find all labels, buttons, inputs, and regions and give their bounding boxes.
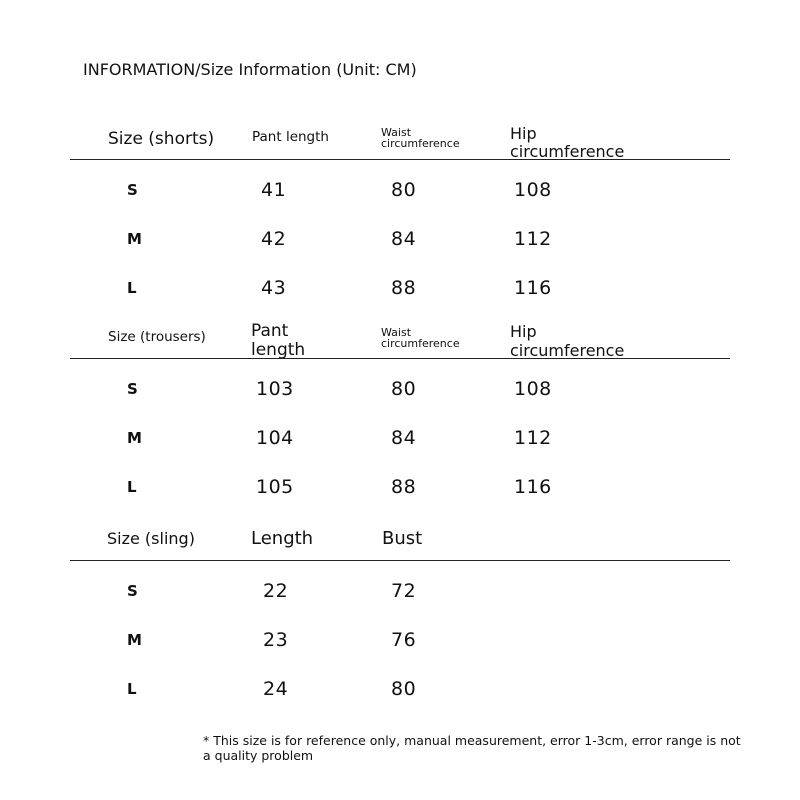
- sling-header-rule: [70, 560, 730, 561]
- header-size-shorts: Size (shorts): [108, 129, 215, 149]
- hip-value: 108: [514, 378, 552, 400]
- bust-value: 72: [391, 580, 417, 602]
- header-length: Length: [251, 528, 314, 549]
- trousers-header-rule: [70, 358, 730, 359]
- pant-length-value: 41: [261, 179, 287, 201]
- size-label: S: [127, 380, 138, 398]
- hip-value: 116: [514, 476, 552, 498]
- hip-value: 116: [514, 277, 552, 299]
- header-pant-length: Pant length: [252, 129, 329, 145]
- measurement-note: * This size is for reference only, manual measurement, error 1-3cm, error range is not a quality problem: [203, 733, 741, 763]
- size-label: L: [127, 279, 137, 297]
- header-hip-circumference: circumference: [510, 142, 625, 161]
- length-value: 23: [263, 629, 289, 651]
- header-length: length: [251, 340, 306, 360]
- hip-value: 112: [514, 427, 552, 449]
- header-waist-circumference: circumference: [381, 137, 460, 150]
- waist-value: 88: [391, 277, 417, 299]
- size-label: M: [127, 429, 142, 447]
- pant-length-value: 103: [256, 378, 294, 400]
- hip-value: 112: [514, 228, 552, 250]
- size-label: M: [127, 631, 142, 649]
- size-label: M: [127, 230, 142, 248]
- pant-length-value: 104: [256, 427, 294, 449]
- hip-value: 108: [514, 179, 552, 201]
- size-label: S: [127, 582, 138, 600]
- header-size-sling: Size (sling): [107, 529, 195, 548]
- size-label: S: [127, 181, 138, 199]
- length-value: 22: [263, 580, 289, 602]
- header-hip: Hip: [510, 124, 537, 143]
- bust-value: 76: [391, 629, 417, 651]
- header-waist: Waist: [381, 326, 412, 339]
- pant-length-value: 105: [256, 476, 294, 498]
- waist-value: 88: [391, 476, 417, 498]
- header-waist-circumference: circumference: [381, 337, 460, 350]
- waist-value: 80: [391, 378, 417, 400]
- size-label: L: [127, 478, 137, 496]
- waist-value: 84: [391, 427, 417, 449]
- header-waist: Waist: [381, 126, 412, 139]
- pant-length-value: 43: [261, 277, 287, 299]
- waist-value: 84: [391, 228, 417, 250]
- header-hip-circumference: circumference: [510, 341, 625, 360]
- header-pant: Pant: [251, 321, 289, 341]
- shorts-header-rule: [70, 159, 730, 160]
- pant-length-value: 42: [261, 228, 287, 250]
- size-label: L: [127, 680, 137, 698]
- header-bust: Bust: [382, 528, 423, 549]
- page-title: INFORMATION/Size Information (Unit: CM): [83, 60, 417, 79]
- bust-value: 80: [391, 678, 417, 700]
- length-value: 24: [263, 678, 289, 700]
- waist-value: 80: [391, 179, 417, 201]
- header-hip: Hip: [510, 322, 537, 341]
- header-size-trousers: Size (trousers): [108, 329, 206, 345]
